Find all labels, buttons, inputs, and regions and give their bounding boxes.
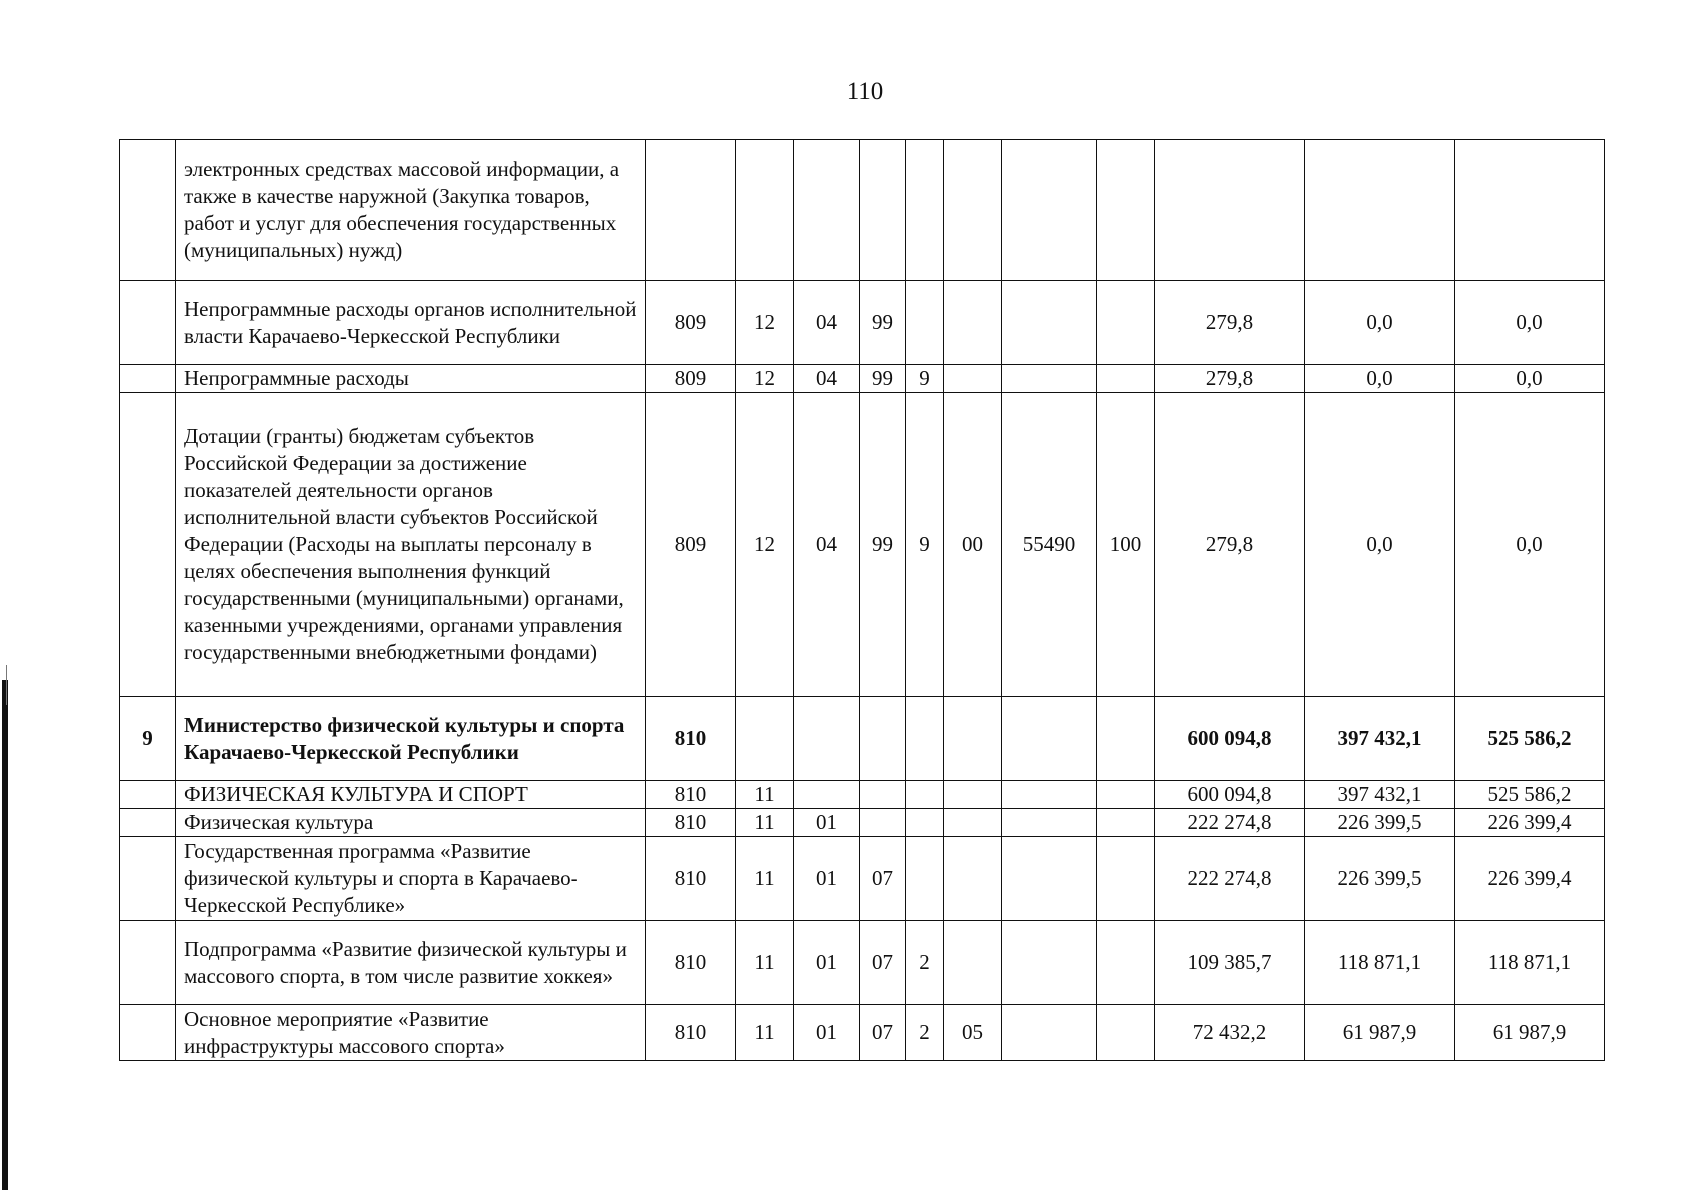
table-row: [120, 837, 1605, 921]
amount-year-1: 72 432,2: [1155, 1005, 1305, 1061]
code-subprogram: [906, 781, 944, 809]
code-subprogram: [906, 809, 944, 837]
row-name: Министерство физической культуры и спорта Карачаево-Черкесской Республики: [176, 697, 646, 781]
code-subsection: [794, 140, 860, 281]
code-direction: [1002, 140, 1097, 281]
code-program: [860, 697, 906, 781]
code-program: 07: [860, 837, 906, 921]
code-program: 99: [860, 393, 906, 697]
code-event: 00: [944, 393, 1002, 697]
code-expense-type: [1097, 921, 1155, 1005]
code-section: 12: [736, 365, 794, 393]
table-row: [120, 781, 1605, 809]
row-number: [120, 809, 176, 837]
amount-year-1: 600 094,8: [1155, 697, 1305, 781]
row-name: Дотации (гранты) бюджетам субъектов Российской Федерации за достижение показателей деятельности органов исполнительной власти субъектов Российской Федерации (Расходы на выплаты персоналу в целях обеспечения выполнения функций государственными (муниципальными) органами, казенными учреждениями, органами управления государственными внебюджетными фондами): [176, 393, 646, 697]
code-ministry: 809: [646, 281, 736, 365]
code-ministry: 809: [646, 365, 736, 393]
code-ministry: [646, 140, 736, 281]
table-row: [120, 697, 1605, 781]
code-section: [736, 697, 794, 781]
code-subprogram: 9: [906, 393, 944, 697]
code-expense-type: [1097, 837, 1155, 921]
code-program: 07: [860, 921, 906, 1005]
amount-year-2: 118 871,1: [1305, 921, 1455, 1005]
row-number: [120, 281, 176, 365]
code-program: [860, 809, 906, 837]
code-section: 11: [736, 781, 794, 809]
amount-year-3: 226 399,4: [1455, 837, 1605, 921]
amount-year-3: 0,0: [1455, 393, 1605, 697]
code-subprogram: [906, 837, 944, 921]
amount-year-3: 61 987,9: [1455, 1005, 1605, 1061]
code-expense-type: [1097, 140, 1155, 281]
code-direction: [1002, 697, 1097, 781]
code-expense-type: [1097, 365, 1155, 393]
code-subsection: 01: [794, 921, 860, 1005]
code-direction: [1002, 281, 1097, 365]
code-section: 12: [736, 393, 794, 697]
row-number: [120, 365, 176, 393]
table-row: [120, 140, 1605, 281]
code-section: 11: [736, 809, 794, 837]
row-number: [120, 837, 176, 921]
amount-year-1: 109 385,7: [1155, 921, 1305, 1005]
code-program: 07: [860, 1005, 906, 1061]
row-name: Государственная программа «Развитие физической культуры и спорта в Карачаево-Черкесской Республике»: [176, 837, 646, 921]
amount-year-2: 397 432,1: [1305, 781, 1455, 809]
code-program: [860, 140, 906, 281]
amount-year-2: [1305, 140, 1455, 281]
amount-year-3: 525 586,2: [1455, 697, 1605, 781]
amount-year-1: 279,8: [1155, 393, 1305, 697]
code-event: 05: [944, 1005, 1002, 1061]
code-subsection: [794, 697, 860, 781]
code-subprogram: 9: [906, 365, 944, 393]
table-row: [120, 365, 1605, 393]
amount-year-3: 226 399,4: [1455, 809, 1605, 837]
code-ministry: 810: [646, 809, 736, 837]
code-event: [944, 281, 1002, 365]
code-ministry: 809: [646, 393, 736, 697]
code-subprogram: 2: [906, 1005, 944, 1061]
amount-year-2: 0,0: [1305, 281, 1455, 365]
row-number: [120, 393, 176, 697]
row-number: 9: [120, 697, 176, 781]
code-program: 99: [860, 365, 906, 393]
code-section: 12: [736, 281, 794, 365]
row-name: Физическая культура: [176, 809, 646, 837]
table-row: [120, 1005, 1605, 1061]
row-name: электронных средствах массовой информации, а также в качестве наружной (Закупка товаров, работ и услуг для обеспечения государственных (муниципальных) нужд): [176, 140, 646, 281]
code-subprogram: [906, 697, 944, 781]
code-expense-type: [1097, 281, 1155, 365]
code-program: 99: [860, 281, 906, 365]
code-event: [944, 140, 1002, 281]
code-ministry: 810: [646, 697, 736, 781]
code-direction: 55490: [1002, 393, 1097, 697]
code-section: 11: [736, 921, 794, 1005]
code-subsection: 01: [794, 1005, 860, 1061]
amount-year-2: 0,0: [1305, 393, 1455, 697]
row-number: [120, 140, 176, 281]
code-direction: [1002, 1005, 1097, 1061]
code-direction: [1002, 921, 1097, 1005]
amount-year-1: 222 274,8: [1155, 837, 1305, 921]
code-event: [944, 809, 1002, 837]
amount-year-3: [1455, 140, 1605, 281]
code-event: [944, 921, 1002, 1005]
row-name: Подпрограмма «Развитие физической культуры и массового спорта, в том числе развитие хоккея»: [176, 921, 646, 1005]
amount-year-2: 397 432,1: [1305, 697, 1455, 781]
code-section: 11: [736, 837, 794, 921]
code-ministry: 810: [646, 921, 736, 1005]
table-row: [120, 921, 1605, 1005]
table-row: [120, 393, 1605, 697]
amount-year-3: 118 871,1: [1455, 921, 1605, 1005]
amount-year-2: 226 399,5: [1305, 837, 1455, 921]
code-ministry: 810: [646, 1005, 736, 1061]
amount-year-3: 0,0: [1455, 281, 1605, 365]
code-subprogram: 2: [906, 921, 944, 1005]
code-event: [944, 781, 1002, 809]
code-direction: [1002, 365, 1097, 393]
scan-edge-mark: [2, 680, 8, 1190]
code-expense-type: [1097, 781, 1155, 809]
code-event: [944, 365, 1002, 393]
row-number: [120, 921, 176, 1005]
code-ministry: 810: [646, 781, 736, 809]
amount-year-1: [1155, 140, 1305, 281]
budget-table: [119, 139, 1605, 1061]
code-program: [860, 781, 906, 809]
row-number: [120, 781, 176, 809]
code-direction: [1002, 837, 1097, 921]
code-subsection: 01: [794, 837, 860, 921]
page-number: 110: [846, 78, 884, 105]
code-subsection: 04: [794, 393, 860, 697]
code-event: [944, 697, 1002, 781]
row-name: Непрограммные расходы органов исполнительной власти Карачаево-Черкесской Республики: [176, 281, 646, 365]
code-subprogram: [906, 281, 944, 365]
amount-year-1: 279,8: [1155, 365, 1305, 393]
row-name: Основное мероприятие «Развитие инфраструктуры массового спорта»: [176, 1005, 646, 1061]
code-expense-type: [1097, 697, 1155, 781]
amount-year-2: 0,0: [1305, 365, 1455, 393]
code-expense-type: [1097, 1005, 1155, 1061]
code-ministry: 810: [646, 837, 736, 921]
code-direction: [1002, 781, 1097, 809]
code-direction: [1002, 809, 1097, 837]
code-section: 11: [736, 1005, 794, 1061]
code-subsection: 04: [794, 281, 860, 365]
amount-year-2: 226 399,5: [1305, 809, 1455, 837]
code-expense-type: [1097, 809, 1155, 837]
code-subsection: 01: [794, 809, 860, 837]
amount-year-1: 222 274,8: [1155, 809, 1305, 837]
code-event: [944, 837, 1002, 921]
code-subsection: 04: [794, 365, 860, 393]
amount-year-1: 279,8: [1155, 281, 1305, 365]
row-name: Непрограммные расходы: [176, 365, 646, 393]
amount-year-2: 61 987,9: [1305, 1005, 1455, 1061]
scan-edge-line: [6, 665, 7, 705]
table-row: [120, 809, 1605, 837]
amount-year-1: 600 094,8: [1155, 781, 1305, 809]
code-section: [736, 140, 794, 281]
table-row: [120, 281, 1605, 365]
code-subsection: [794, 781, 860, 809]
row-number: [120, 1005, 176, 1061]
code-subprogram: [906, 140, 944, 281]
code-expense-type: 100: [1097, 393, 1155, 697]
row-name: ФИЗИЧЕСКАЯ КУЛЬТУРА И СПОРТ: [176, 781, 646, 809]
amount-year-3: 525 586,2: [1455, 781, 1605, 809]
amount-year-3: 0,0: [1455, 365, 1605, 393]
